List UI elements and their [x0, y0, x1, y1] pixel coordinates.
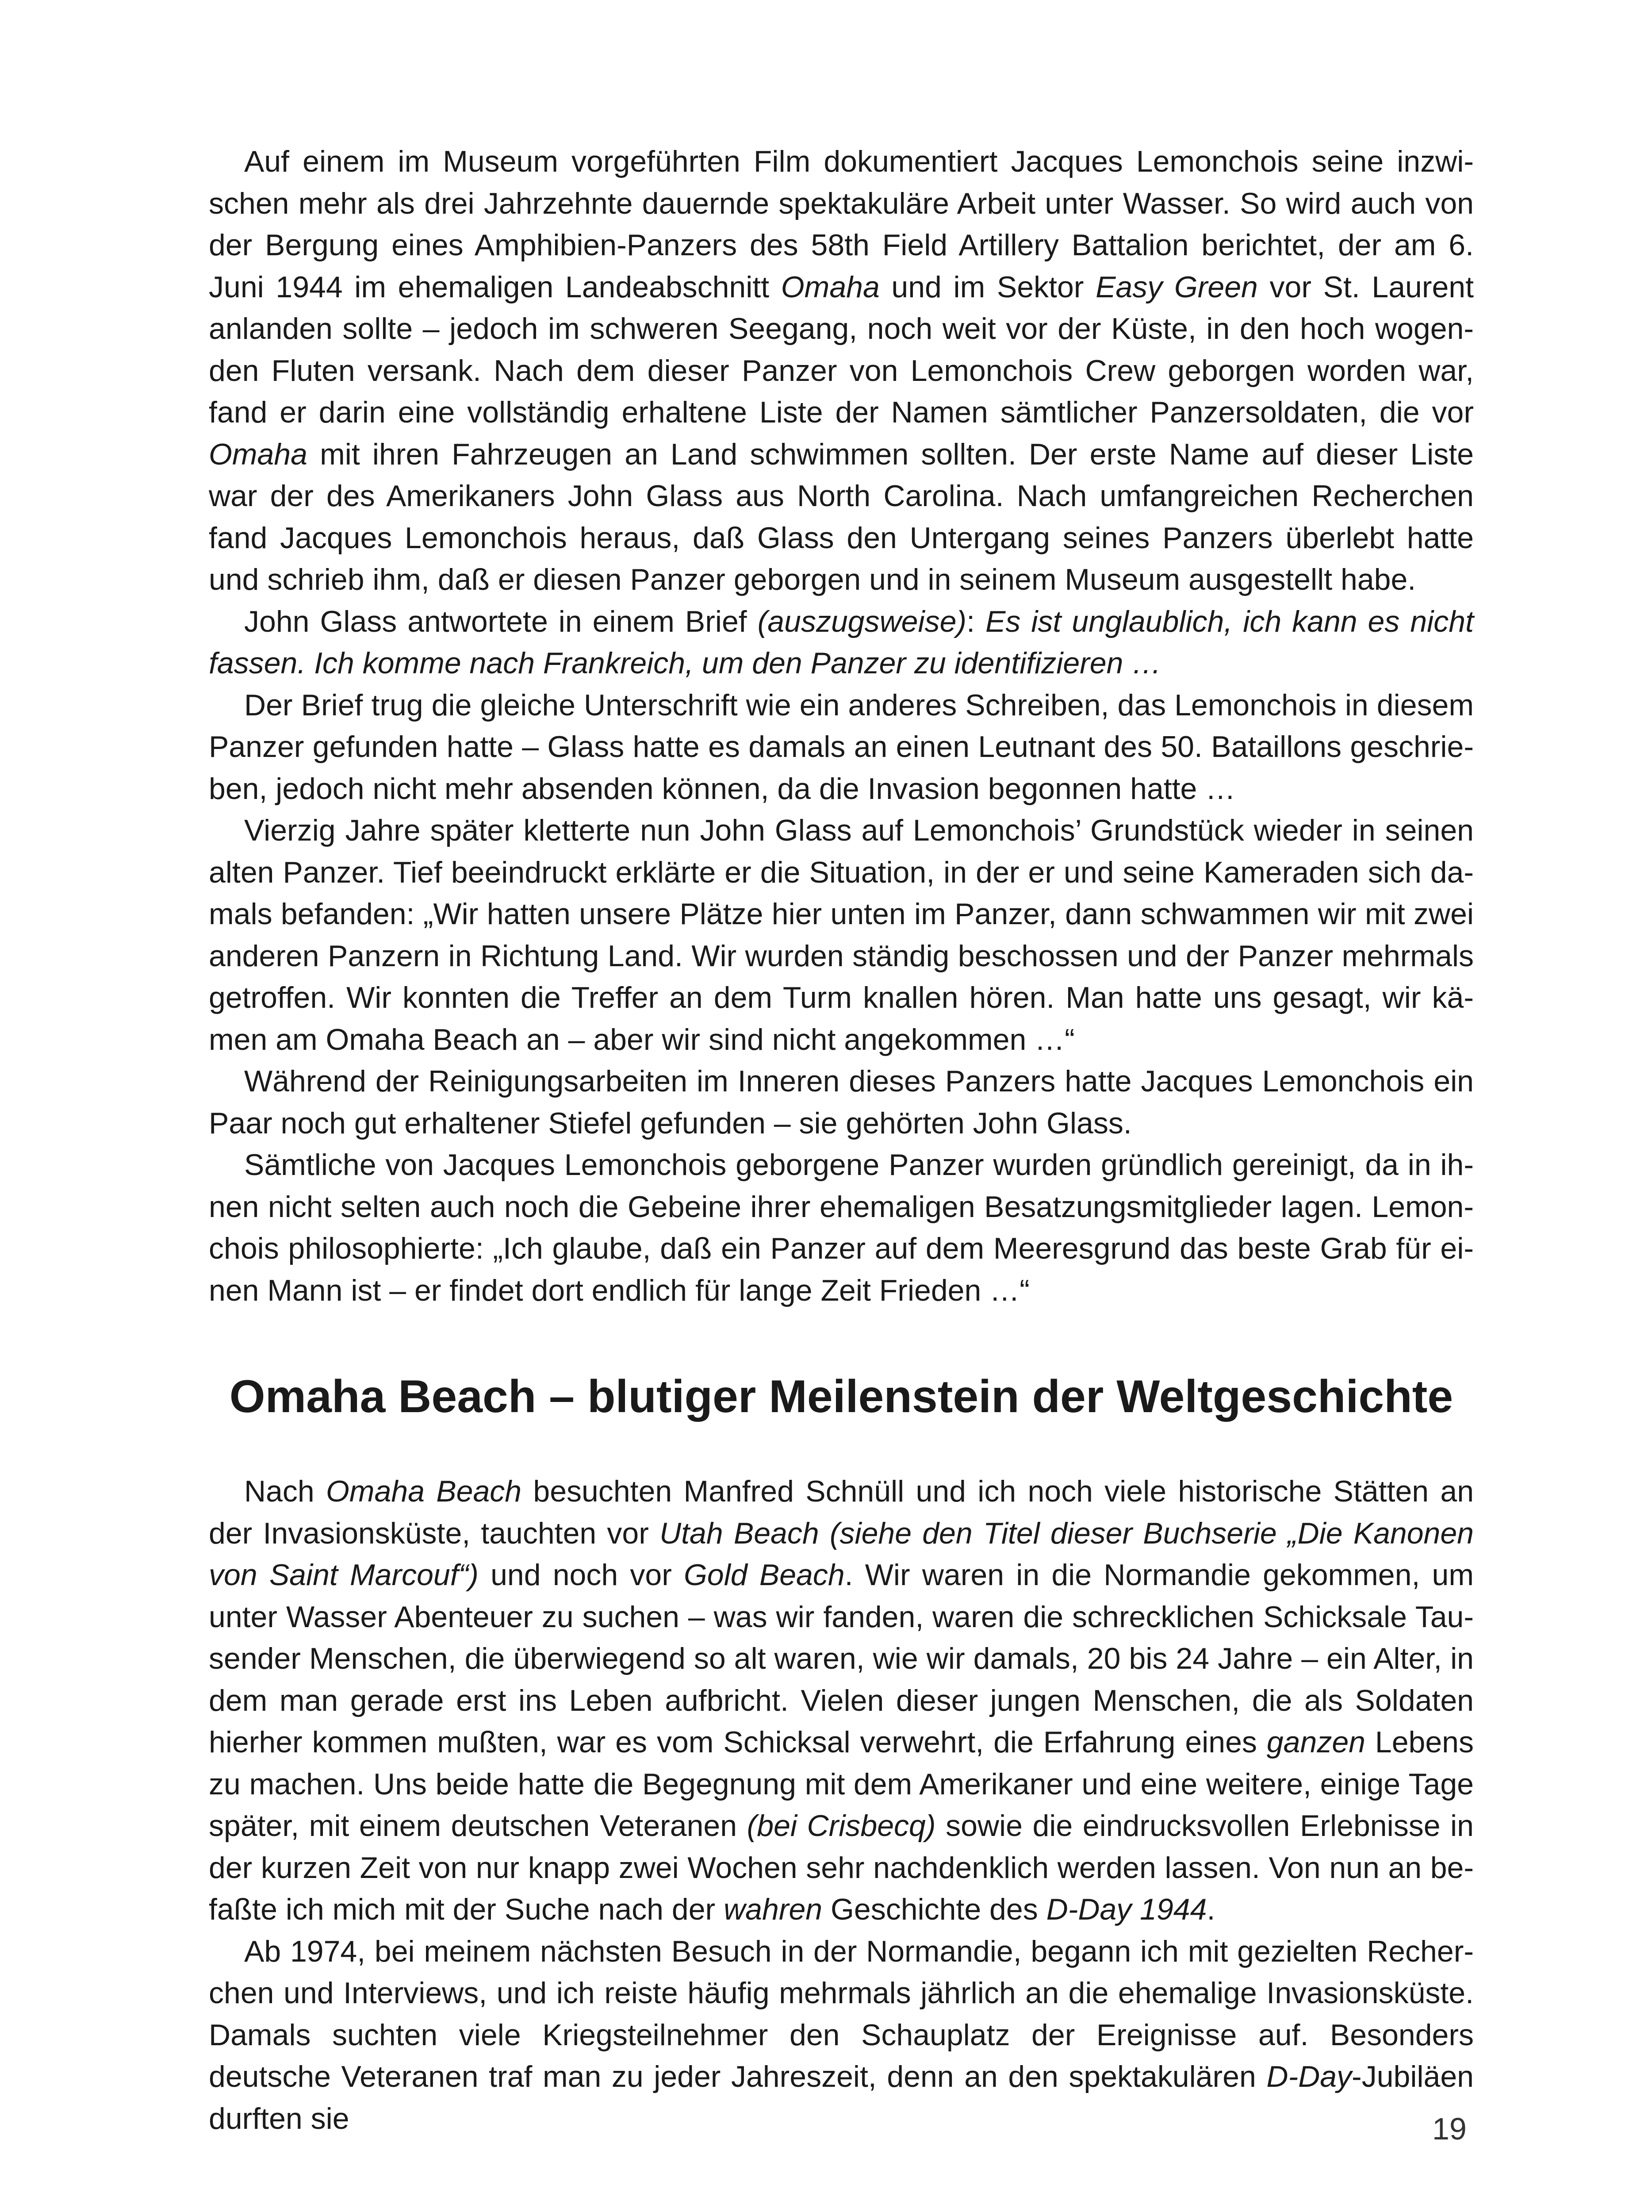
section-text-lemonchois	[209, 141, 1474, 1311]
italic-text: (auszugsweise)	[757, 604, 967, 638]
paragraph: Nach Omaha Beach besuchten Manfred Schnüll und ich noch viele historische Stätten an der Invasionsküste, tauchten vor Utah Beach (siehe den Titel dieser Buchserie „Die Kanonen von Saint Marcouf“) und noch vor Gold Beach. Wir waren in die Normandie gekommen, um unter Wasser Abenteuer zu suchen – was wir fanden, waren die schrecklichen Schicksale Tausender Menschen, die überwiegend so alt waren, wie wir damals, 20 bis 24 Jahre – ein Alter, in dem man gerade erst ins Leben aufbricht. Vielen dieser jungen Menschen, die als Soldaten hierher kommen mußten, war es vom Schicksal verwehrt, die Erfahrung eines ganzen Lebens zu machen. Uns beide hatte die Begegnung mit dem Amerikaner und eine weitere, einige Tage später, mit einem deutschen Veteranen (bei Crisbecq) sowie die eindrucksvollen Erlebnisse in der kurzen Zeit von nur knapp zwei Wochen sehr nachdenklich werden lassen. Von nun an befaßte ich mich mit der Suche nach der wahren Geschichte des D-Day 1944.	[209, 1475, 1474, 1926]
italic-text: D-Day	[1266, 2060, 1352, 2093]
italic-text: Easy Green	[1096, 270, 1258, 304]
paragraph: John Glass antwortete in einem Brief (auszugsweise): Es ist unglaublich, ich kann es nicht fassen. Ich komme nach Frankreich, um den Panzer zu identifizieren …	[209, 604, 1474, 680]
italic-text: Omaha Beach	[326, 1475, 522, 1508]
italic-text: (bei Crisbecq)	[747, 1809, 936, 1843]
paragraph: Sämtliche von Jacques Lemonchois geborgene Panzer wurden gründlich gereinigt, da in ihnen nicht selten auch noch die Gebeine ihrer ehemaligen Besatzungsmitglieder lagen. Lemonchois philosophierte: „Ich glaube, daß ein Panzer auf dem Meeresgrund das beste Grab für einen Mann ist – er findet dort endlich für lange Zeit Frieden …“	[209, 1148, 1474, 1307]
italic-text: D-Day 1944	[1046, 1893, 1207, 1926]
section-text-omaha-beach	[209, 1471, 1474, 2139]
paragraph: Der Brief trug die gleiche Unterschrift wie ein anderes Schreiben, das Lemonchois in diesem Panzer gefunden hatte – Glass hatte es damals an einen Leutnant des 50. Bataillons geschrieben, jedoch nicht mehr absenden können, da die Invasion begonnen hatte …	[209, 688, 1474, 806]
paragraph: Vierzig Jahre später kletterte nun John Glass auf Lemonchois’ Grundstück wieder in seinen alten Panzer. Tief beeindruckt erklärte er die Situation, in der er und seine Kameraden sich damals befanden: „Wir hatten unsere Plätze hier unten im Panzer, dann schwammen wir mit zwei anderen Panzern in Richtung Land. Wir wurden ständig beschossen und der Panzer mehrmals getroffen. Wir konnten die Treffer an dem Turm knallen hören. Man hatte uns gesagt, wir kämen am Omaha Beach an – aber wir sind nicht angekommen …“	[209, 814, 1474, 1056]
italic-text: Es ist unglaublich, ich kann es nicht fassen. Ich komme nach Frankreich, um den Panzer zu identifizieren …	[209, 604, 1474, 680]
paragraph: Auf einem im Museum vorgeführten Film dokumentiert Jacques Lemonchois seine inzwischen mehr als drei Jahrzehnte dauernde spektakuläre Arbeit unter Wasser. So wird auch von der Bergung eines Amphibien-Panzers des 58th Field Artillery Battalion berichtet, der am 6. Juni 1944 im ehemaligen Landeabschnitt Omaha und im Sektor Easy Green vor St. Laurent anlanden sollte – jedoch im schweren Seegang, noch weit vor der Küste, in den hoch wogenden Fluten versank. Nach dem dieser Panzer von Lemonchois Crew geborgen worden war, fand er darin eine vollständig erhaltene Liste der Namen sämtlicher Panzersoldaten, die vor Omaha mit ihren Fahrzeugen an Land schwimmen sollten. Der erste Name auf dieser Liste war der des Amerikaners John Glass aus North Carolina. Nach umfangreichen Recherchen fand Jacques Lemonchois heraus, daß Glass den Untergang seines Panzers überlebt hatte und schrieb ihm, daß er diesen Panzer geborgen und in seinem Museum ausgestellt habe.	[209, 145, 1474, 596]
italic-text: ganzen	[1266, 1725, 1365, 1759]
italic-text: wahren	[724, 1893, 823, 1926]
section-heading: Omaha Beach – blutiger Meilenstein der Weltgeschichte	[229, 1371, 1453, 1422]
italic-text: Omaha	[781, 270, 880, 304]
page-number: 19	[1432, 2112, 1467, 2146]
paragraph: Ab 1974, bei meinem nächsten Besuch in der Normandie, begann ich mit gezielten Recherchen und Interviews, und ich reiste häufig mehrmals jährlich an die ehemalige Invasionsküste. Damals suchten viele Kriegsteilnehmer den Schauplatz der Ereignisse auf. Besonders deutsche Veteranen traf man zu jeder Jahreszeit, denn an den spektakulären D-Day-Jubiläen durften sie	[209, 1934, 1474, 2135]
italic-text: Gold Beach	[684, 1558, 845, 1592]
italic-text: Utah Beach (siehe den Titel dieser Buchserie „Die Kanonen von Saint Marcouf“)	[209, 1516, 1474, 1592]
italic-text: Omaha	[209, 437, 307, 471]
paragraph: Während der Reinigungsarbeiten im Inneren dieses Panzers hatte Jacques Lemonchois ein Paar noch gut erhaltener Stiefel gefunden – sie gehörten John Glass.	[209, 1064, 1474, 1140]
